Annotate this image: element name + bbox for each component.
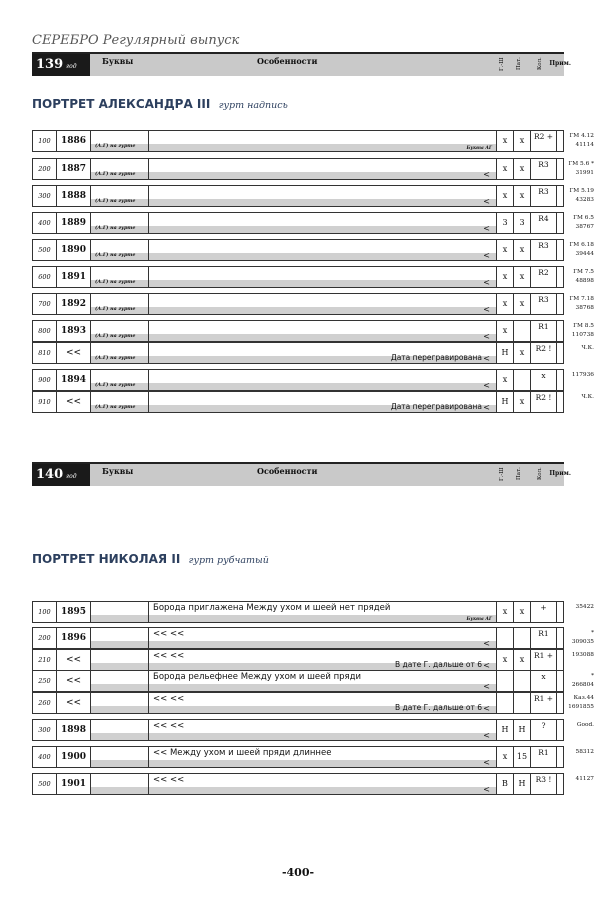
features-cell [149, 267, 497, 287]
gs-value [497, 628, 514, 648]
catalog-number: 200 [33, 628, 57, 648]
table-row [32, 627, 594, 649]
features-note: В дате Г. дальше от 6 [395, 660, 482, 669]
ditto-mark: < [483, 682, 490, 691]
gs-value: x [497, 602, 514, 622]
pt-value [514, 370, 531, 390]
letters-text: (А.Г) на гурте [95, 252, 136, 258]
features-note: Дата перегравирована [390, 353, 482, 362]
count-value: R1 [531, 321, 557, 341]
table-row [32, 719, 594, 741]
pt-value: x [514, 602, 531, 622]
catalog-number: 600 [33, 267, 57, 287]
gs-value: x [497, 294, 514, 314]
features-cell [149, 747, 497, 767]
features-cell [149, 720, 497, 740]
gs-value: x [497, 650, 514, 670]
table-header-139 [32, 52, 571, 76]
features-cell [149, 131, 497, 151]
gs-value [497, 693, 514, 713]
count-value: R1 [531, 628, 557, 648]
price-line2: Ч.К. [581, 345, 594, 351]
features-cell [149, 240, 497, 260]
col-gs: Г.-Ш [499, 467, 505, 481]
page-number: -400- [281, 866, 315, 879]
letters-text: (А.Г) на гурте [95, 143, 136, 149]
catalog-number: 100 [33, 131, 57, 151]
price-line2: 38768 [575, 305, 594, 311]
price-line2: 43283 [575, 197, 594, 203]
letters-cell [91, 650, 149, 670]
year: << [57, 343, 91, 363]
price-line2: 193088 [571, 652, 594, 658]
table-row [32, 670, 594, 692]
count-value: R1 [531, 747, 557, 767]
price-line1: ГМ 7.5 [573, 269, 594, 275]
letters-cell [91, 267, 149, 287]
table-header-140 [32, 462, 571, 486]
letters-text: (А.Г) на гурте [95, 404, 136, 410]
price-line1: ГМ 7.18 [569, 296, 594, 302]
catalog-number: 910 [33, 392, 57, 412]
gs-value: x [497, 159, 514, 179]
price-line2: 309035 [571, 639, 594, 645]
page-year-num: 140 год [32, 464, 90, 486]
features-cell [149, 159, 497, 179]
count-value: x [531, 370, 557, 390]
year: << [57, 392, 91, 412]
count-value: x [531, 671, 557, 691]
year: << [57, 650, 91, 670]
features-cell [149, 321, 497, 341]
letters-cell [91, 602, 149, 622]
ditto-mark: < [483, 224, 490, 233]
gs-value: x [497, 131, 514, 151]
price-line2: 1691855 [568, 704, 594, 710]
gs-value: x [497, 240, 514, 260]
price-cell [557, 370, 596, 390]
price-cell [557, 213, 596, 233]
features-note: Буквы АГ [466, 146, 492, 151]
table-row [32, 746, 594, 768]
features-text: << << [153, 694, 185, 704]
features-cell [149, 186, 497, 206]
letters-text: (А.Г) на гурте [95, 355, 136, 361]
count-value: R1 + [531, 693, 557, 713]
price-cell [557, 240, 596, 260]
price-line1: * [591, 630, 594, 636]
price-line1: * [591, 673, 594, 679]
ditto-mark: < [483, 758, 490, 767]
pt-value: x [514, 392, 531, 412]
ditto-mark: < [483, 403, 490, 412]
table-row [32, 212, 594, 234]
table-row [32, 342, 594, 364]
features-text: Борода рельефнее Между ухом и шеей пряди [153, 672, 362, 682]
features-text: << << [153, 775, 185, 785]
count-value: R3 [531, 294, 557, 314]
letters-cell [91, 186, 149, 206]
catalog-number: 260 [33, 693, 57, 713]
ditto-mark: < [483, 305, 490, 314]
price-line1: ГМ 5.6 * [568, 161, 594, 167]
count-value: R2 ! [531, 343, 557, 363]
price-line2: 38767 [575, 224, 594, 230]
price-line1: ГМ 6.18 [569, 242, 594, 248]
table-row [32, 692, 594, 714]
ditto-mark: < [483, 354, 490, 363]
year: << [57, 671, 91, 691]
catalog-number: 500 [33, 240, 57, 260]
price-cell [557, 720, 596, 740]
running-header: СЕРЕБРО Регулярный выпуск [32, 33, 240, 48]
ditto-mark: < [483, 170, 490, 179]
catalog-number: 300 [33, 720, 57, 740]
catalog-number: 100 [33, 602, 57, 622]
gs-value: Н [497, 343, 514, 363]
price-line2: 41114 [575, 142, 594, 148]
gs-value: x [497, 186, 514, 206]
col-gs: Г.-Ш [499, 57, 505, 71]
section-title-nicholas: ПОРТРЕТ НИКОЛАЯ II гурт рубчатый [32, 552, 269, 566]
features-cell [149, 650, 497, 670]
ditto-mark: < [483, 381, 490, 390]
features-note: В дате Г. дальше от 6 [395, 703, 482, 712]
features-text: << << [153, 651, 185, 661]
price-line2: 31991 [575, 170, 594, 176]
price-cell [557, 294, 596, 314]
price-cell [557, 650, 596, 670]
col-pt: Пат. [516, 57, 522, 71]
year: 1889 [57, 213, 91, 233]
features-cell [149, 671, 497, 691]
features-text: << << [153, 721, 185, 731]
letters-cell [91, 720, 149, 740]
table-row [32, 293, 594, 315]
price-cell [557, 392, 596, 412]
ditto-mark: < [483, 704, 490, 713]
catalog-number: 810 [33, 343, 57, 363]
count-value: R2 + [531, 131, 557, 151]
price-cell [557, 693, 596, 713]
pt-value [514, 628, 531, 648]
pt-value: x [514, 294, 531, 314]
col-letters: Буквы [102, 466, 134, 476]
features-cell [149, 693, 497, 713]
price-cell [557, 131, 596, 151]
price-line2: Good. [576, 722, 594, 728]
letters-cell [91, 693, 149, 713]
features-cell [149, 774, 497, 794]
price-line2: 117936 [571, 372, 594, 378]
price-cell [557, 321, 596, 341]
ditto-mark: < [483, 197, 490, 206]
catalog-number: 900 [33, 370, 57, 390]
letters-cell [91, 392, 149, 412]
ditto-mark: < [483, 785, 490, 794]
pt-value: x [514, 186, 531, 206]
catalog-number: 700 [33, 294, 57, 314]
catalog-number: 200 [33, 159, 57, 179]
features-note: Буквы АГ [466, 617, 492, 622]
table-row [32, 391, 594, 413]
count-value: R2 [531, 267, 557, 287]
year: 1901 [57, 774, 91, 794]
page-year-num: 139 год [32, 54, 90, 76]
pt-value: x [514, 343, 531, 363]
letters-cell [91, 628, 149, 648]
table-row [32, 320, 594, 342]
letters-cell [91, 774, 149, 794]
gs-value: Н [497, 392, 514, 412]
letters-text: (А.Г) на гурте [95, 225, 136, 231]
pt-value: 15 [514, 747, 531, 767]
table-row [32, 601, 594, 623]
pt-value: Н [514, 720, 531, 740]
year: 1892 [57, 294, 91, 314]
letters-cell [91, 159, 149, 179]
letters-cell [91, 321, 149, 341]
catalog-number: 300 [33, 186, 57, 206]
count-value: R3 [531, 186, 557, 206]
year: 1898 [57, 720, 91, 740]
year: 1900 [57, 747, 91, 767]
year: 1896 [57, 628, 91, 648]
table-row [32, 369, 594, 391]
price-line2: 35422 [575, 604, 594, 610]
year: 1886 [57, 131, 91, 151]
gs-value: 3 [497, 213, 514, 233]
gs-value: x [497, 321, 514, 341]
pt-value: 3 [514, 213, 531, 233]
price-cell [557, 159, 596, 179]
col-letters: Буквы [102, 56, 134, 66]
features-cell [149, 392, 497, 412]
year: 1887 [57, 159, 91, 179]
price-cell [557, 343, 596, 363]
letters-cell [91, 294, 149, 314]
gs-value: x [497, 267, 514, 287]
count-value: R4 [531, 213, 557, 233]
price-line2: 41127 [575, 776, 594, 782]
count-value: + [531, 602, 557, 622]
letters-cell [91, 213, 149, 233]
letters-text: (А.Г) на гурте [95, 306, 136, 312]
price-cell [557, 747, 596, 767]
pt-value: x [514, 267, 531, 287]
features-text: << Между ухом и шеей пряди длиннее [153, 748, 332, 758]
price-line2: 266804 [571, 682, 594, 688]
pt-value: x [514, 650, 531, 670]
letters-text: (А.Г) на гурте [95, 279, 136, 285]
table-row [32, 239, 594, 261]
col-cn: Кол. [537, 467, 543, 481]
count-value: R3 [531, 240, 557, 260]
catalog-number: 800 [33, 321, 57, 341]
ditto-mark: < [483, 661, 490, 670]
price-line2: 48898 [575, 278, 594, 284]
letters-cell [91, 671, 149, 691]
pt-value: x [514, 240, 531, 260]
letters-cell [91, 370, 149, 390]
price-line2: Ч.К. [581, 394, 594, 400]
count-value: R1 + [531, 650, 557, 670]
ditto-mark: < [483, 251, 490, 260]
count-value: R3 ! [531, 774, 557, 794]
letters-cell [91, 131, 149, 151]
features-cell [149, 294, 497, 314]
table-row [32, 158, 594, 180]
year: 1891 [57, 267, 91, 287]
pt-value [514, 321, 531, 341]
col-pr: Прим. [549, 470, 571, 477]
features-cell [149, 213, 497, 233]
letters-cell [91, 343, 149, 363]
letters-text: (А.Г) на гурте [95, 382, 136, 388]
catalog-number: 400 [33, 213, 57, 233]
catalog-number: 400 [33, 747, 57, 767]
year: << [57, 693, 91, 713]
features-cell [149, 343, 497, 363]
gs-value [497, 671, 514, 691]
ditto-mark: < [483, 278, 490, 287]
price-line1: Каз.44 [573, 695, 594, 701]
price-cell [557, 628, 596, 648]
letters-text: (А.Г) на гурте [95, 198, 136, 204]
year: 1893 [57, 321, 91, 341]
gs-value: В [497, 774, 514, 794]
section-title-alexander: ПОРТРЕТ АЛЕКСАНДРА III гурт надпись [32, 97, 288, 111]
ditto-mark: < [483, 639, 490, 648]
features-text: Борода приглажена Между ухом и шеей нет прядей [153, 603, 391, 613]
letters-text: (А.Г) на гурте [95, 171, 136, 177]
letters-text: (А.Г) на гурте [95, 333, 136, 339]
col-cn: Кол. [537, 57, 543, 71]
count-value: ? [531, 720, 557, 740]
year: 1894 [57, 370, 91, 390]
gs-value: Н [497, 720, 514, 740]
price-line2: 58312 [575, 749, 594, 755]
price-line2: 110738 [571, 332, 594, 338]
price-line1: ГМ 4.12 [569, 133, 594, 139]
price-cell [557, 186, 596, 206]
col-pt: Пат. [516, 467, 522, 481]
price-cell [557, 602, 596, 622]
pt-value: x [514, 159, 531, 179]
count-value: R2 ! [531, 392, 557, 412]
price-line1: ГМ 5.19 [569, 188, 594, 194]
table-row [32, 185, 594, 207]
catalog-number: 250 [33, 671, 57, 691]
gs-value: x [497, 747, 514, 767]
count-value: R3 [531, 159, 557, 179]
col-pr: Прим. [549, 60, 571, 67]
features-note: Дата перегравирована [390, 402, 482, 411]
letters-cell [91, 240, 149, 260]
table-row [32, 649, 594, 671]
features-cell [149, 602, 497, 622]
catalog-number: 500 [33, 774, 57, 794]
price-cell [557, 774, 596, 794]
col-features: Особенности [257, 56, 318, 66]
pt-value [514, 671, 531, 691]
price-line1: ГМ 6.5 [573, 215, 594, 221]
pt-value [514, 693, 531, 713]
col-features: Особенности [257, 466, 318, 476]
features-cell [149, 628, 497, 648]
ditto-mark: < [483, 332, 490, 341]
ditto-mark: < [483, 731, 490, 740]
table-row [32, 130, 594, 152]
table-row [32, 773, 594, 795]
price-line2: 39444 [575, 251, 594, 257]
price-cell [557, 671, 596, 691]
pt-value: x [514, 131, 531, 151]
year: 1890 [57, 240, 91, 260]
features-text: << << [153, 629, 185, 639]
year: 1888 [57, 186, 91, 206]
price-cell [557, 267, 596, 287]
catalog-number: 210 [33, 650, 57, 670]
letters-cell [91, 747, 149, 767]
price-line1: ГМ 8.5 [573, 323, 594, 329]
table-row [32, 266, 594, 288]
pt-value: Н [514, 774, 531, 794]
year: 1895 [57, 602, 91, 622]
features-cell [149, 370, 497, 390]
gs-value: x [497, 370, 514, 390]
